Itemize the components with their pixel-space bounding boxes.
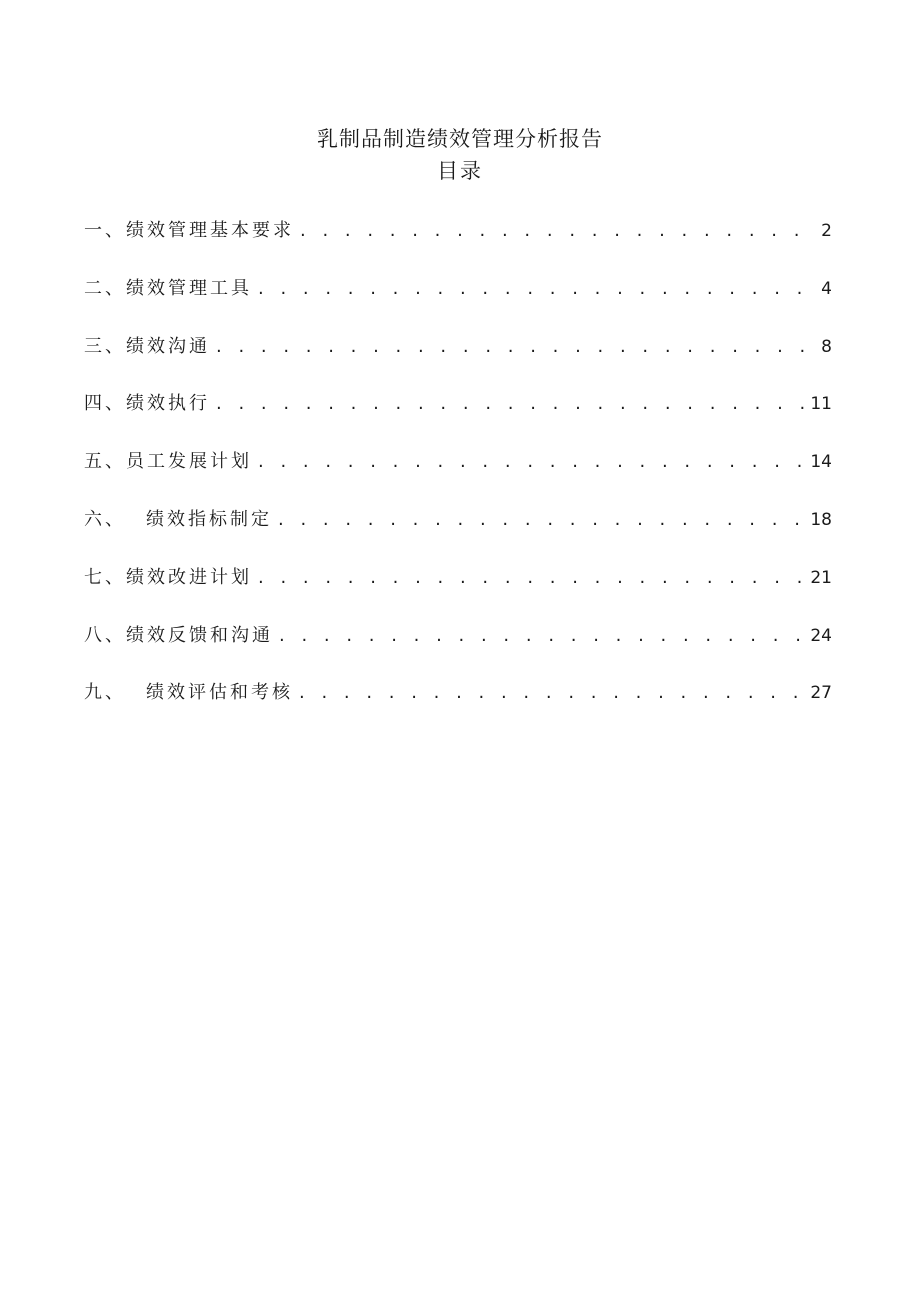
toc-entry-number: 六、: [84, 508, 126, 530]
toc-entry[interactable]: [84, 447, 832, 505]
toc-entry-number: 九、: [84, 682, 126, 704]
toc-entry-title: 员工发展计划: [126, 451, 252, 473]
toc-entry-number: 三、: [84, 335, 126, 357]
toc-entry-title: 绩效管理工具: [126, 277, 252, 299]
toc-entry[interactable]: [84, 216, 832, 274]
toc-entry-title: 绩效改进计划: [126, 566, 252, 588]
toc-entry[interactable]: [84, 621, 832, 679]
toc-entry[interactable]: [84, 563, 832, 621]
toc-entry-page: 14: [810, 452, 832, 473]
toc-entry-title: 绩效指标制定: [146, 508, 272, 530]
toc-entry-number: 八、: [84, 624, 126, 646]
toc-entry[interactable]: [84, 505, 832, 563]
toc-leader-dots: [216, 389, 806, 419]
toc-entry-number: 四、: [84, 393, 126, 415]
toc-entry-number: 二、: [84, 277, 126, 299]
table-of-contents: [84, 216, 832, 736]
toc-entry-number: 一、: [84, 220, 126, 241]
toc-leader-dots: [279, 621, 806, 651]
toc-entry-page: 21: [810, 567, 832, 588]
toc-heading: 目录: [437, 159, 483, 183]
toc-entry-label: [84, 332, 210, 362]
toc-leader-dots: [278, 505, 806, 535]
toc-entry-title: 绩效评估和考核: [146, 682, 293, 704]
toc-entry[interactable]: [84, 389, 832, 447]
toc-entry-page: 8: [821, 336, 832, 357]
toc-entry-page: 24: [810, 625, 832, 646]
toc-entry-page: 18: [810, 509, 832, 530]
toc-leader-dots: [300, 216, 817, 246]
toc-entry-page: 4: [821, 278, 832, 299]
toc-entry-number: 七、: [84, 566, 126, 588]
toc-entry-label: [84, 678, 293, 708]
toc-leader-dots: [299, 678, 806, 708]
document-title: 乳制品制造绩效管理分析报告: [317, 127, 603, 151]
toc-entry-label: [84, 621, 273, 651]
toc-entry-label: [84, 563, 252, 593]
toc-entry-label: [84, 216, 294, 246]
toc-entry-title: 绩效沟通: [126, 335, 210, 357]
toc-entry-page: 2: [821, 221, 832, 241]
toc-entry[interactable]: [84, 332, 832, 390]
toc-entry-title: 绩效管理基本要求: [126, 220, 294, 241]
toc-entry-label: [84, 274, 252, 304]
toc-entry-number: 五、: [84, 451, 126, 473]
toc-entry-page: 11: [810, 394, 832, 415]
toc-leader-dots: [258, 563, 806, 593]
toc-entry-page: 27: [810, 683, 832, 704]
toc-leader-dots: [258, 447, 806, 477]
toc-entry-label: [84, 447, 252, 477]
toc-leader-dots: [258, 274, 817, 304]
toc-leader-dots: [216, 332, 817, 362]
toc-entry-title: 绩效反馈和沟通: [126, 624, 273, 646]
toc-entry-title: 绩效执行: [126, 393, 210, 415]
toc-entry[interactable]: [84, 678, 832, 736]
toc-entry-label: [84, 389, 210, 419]
toc-entry-label: [84, 505, 272, 535]
toc-entry[interactable]: [84, 274, 832, 332]
